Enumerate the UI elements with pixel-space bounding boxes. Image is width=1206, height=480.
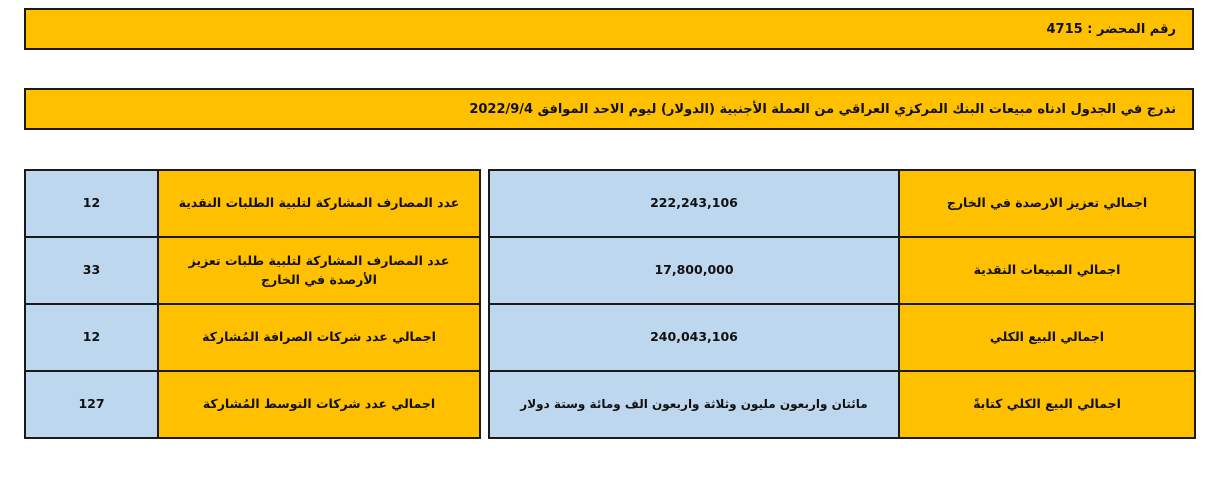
minutes-number-text: رقم المحضر : 4715: [1046, 21, 1176, 37]
counts-label-cell: اجمالي عدد شركات الصرافة المُشاركة: [158, 304, 480, 371]
sales-label-cell: اجمالي تعزيز الارصدة في الخارج: [899, 170, 1195, 237]
sales-table: [488, 169, 1196, 439]
minutes-number-banner: [24, 8, 1194, 50]
table-row: [25, 170, 480, 237]
table-row: [25, 371, 480, 438]
table-row: [25, 304, 480, 371]
counts-label-cell: اجمالي عدد شركات التوسط المُشاركة: [158, 371, 480, 438]
sales-label-cell: اجمالي المبيعات النقدية: [899, 237, 1195, 304]
sales-value-cell: مائتان واربعون مليون وثلاثة واربعون الف ومائة وستة دولار: [489, 371, 899, 438]
counts-table: [24, 169, 481, 439]
description-text: ندرج في الجدول ادناه مبيعات البنك المركزي العراقي من العملة الأجنبية (الدولار) ليوم الاحد الموافق 2022/9/4: [469, 101, 1176, 117]
sales-value-cell: 240,043,106: [489, 304, 899, 371]
counts-value-cell: 12: [25, 304, 158, 371]
counts-label-cell: عدد المصارف المشاركة لتلبية الطلبات النقدية: [158, 170, 480, 237]
sales-value-cell: 222,243,106: [489, 170, 899, 237]
counts-value-cell: 33: [25, 237, 158, 304]
table-row: [489, 304, 1195, 371]
counts-label-cell: عدد المصارف المشاركة لتلبية طلبات تعزيز الأرصدة في الخارج: [158, 237, 480, 304]
table-row: [489, 237, 1195, 304]
sales-value-cell: 17,800,000: [489, 237, 899, 304]
description-banner: [24, 88, 1194, 130]
table-row: [489, 371, 1195, 438]
counts-value-cell: 12: [25, 170, 158, 237]
counts-value-cell: 127: [25, 371, 158, 438]
sales-label-cell: اجمالي البيع الكلي: [899, 304, 1195, 371]
sales-label-cell: اجمالي البيع الكلي كتابةً: [899, 371, 1195, 438]
table-row: [25, 237, 480, 304]
table-row: [489, 170, 1195, 237]
